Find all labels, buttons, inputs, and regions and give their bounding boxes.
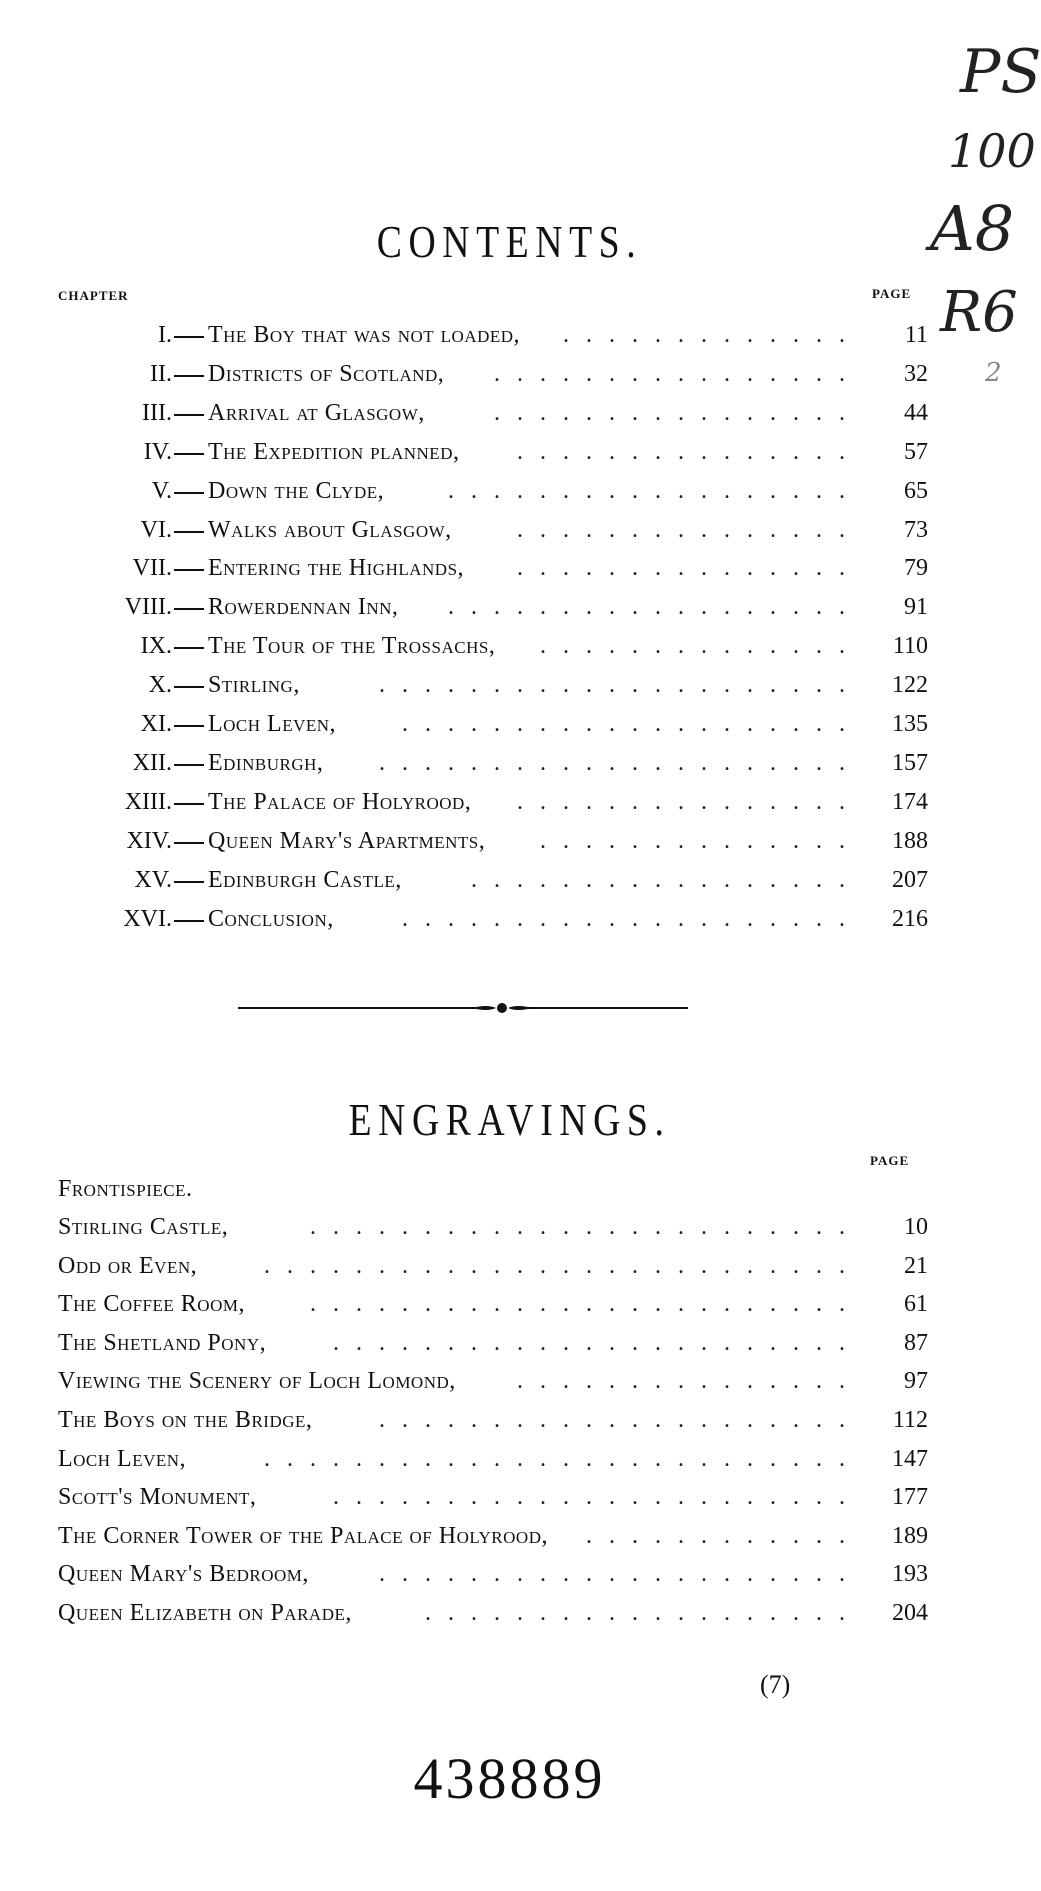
chapter-dash-rule [174,608,204,610]
chapter-title: Entering the Highlands, [208,555,465,582]
chapter-page-number: 57 [904,438,928,465]
engraving-row [0,1285,1019,1323]
engraving-page-number: 87 [904,1329,928,1356]
chapter-dash-rule [174,531,204,533]
divider-ornament [472,998,532,1018]
chapter-dash-rule [174,764,204,766]
contents-row [0,355,1019,393]
leader-dots: ............... [517,438,862,465]
chapter-number: III. [142,399,172,426]
leader-dots: .............. [540,827,862,854]
chapter-title: Down the Clyde, [208,477,385,504]
chapter-page-number: 135 [892,711,928,737]
chapter-dash-rule [174,881,204,883]
contents-heading: CONTENTS. [376,216,643,267]
leader-dots: ............... [517,1368,862,1395]
leader-dots: ........................ [310,1214,862,1240]
chapter-number: VII. [132,555,172,582]
chapter-dash-rule [174,375,204,377]
chapter-page-number: 188 [892,827,928,854]
chapter-dash-rule [174,647,204,649]
frontispiece-entry: Frontispiece. [58,1176,193,1202]
leader-dots: .............. [540,633,862,660]
leader-dots: ............... [517,788,862,815]
leader-dots: ................... [425,1600,862,1626]
engraving-row [0,1440,1019,1478]
chapter-page-number: 207 [892,866,928,893]
engraving-title: Viewing the Scenery of Loch Lomond, [58,1368,456,1395]
leader-dots: ............. [563,322,862,348]
contents-row [0,433,1019,471]
chapter-dash-rule [174,920,204,922]
engraving-row [0,1247,1019,1285]
accession-number: 438889 [413,1746,606,1811]
chapter-number: XI. [140,711,172,737]
chapter-page-number: 157 [892,749,928,776]
chapter-page-number: 11 [904,322,928,348]
engraving-row [0,1208,1019,1246]
chapter-number: V. [151,477,172,504]
chapter-page-number: 91 [904,594,928,621]
chapter-page-number: 110 [892,633,928,660]
chapter-number: I. [158,322,172,348]
chapter-number: XII. [132,749,172,776]
engraving-title: The Boys on the Bridge, [58,1407,313,1433]
leader-dots: ..................... [379,749,862,776]
engraving-page-number: 21 [904,1252,928,1279]
chapter-title: The Palace of Holyrood, [208,788,472,815]
handwriting-line-1: PS [960,37,1041,107]
chapter-page-number: 79 [904,555,928,582]
chapter-number: XIII. [124,788,172,815]
chapter-number: IX. [140,633,172,660]
leader-dots: ............... [517,516,862,543]
leader-dots: .......................... [264,1252,862,1279]
engraving-page-number: 112 [892,1407,928,1433]
engraving-title: Loch Leven, [58,1445,187,1472]
engraving-row [0,1478,1019,1516]
contents-row [0,822,1019,860]
engravings-page-column-label: PAGE [870,1153,910,1168]
chapter-dash-rule [174,336,204,338]
chapter-number: VI. [140,516,172,543]
engraving-page-number: 61 [904,1291,928,1318]
leader-dots: ................ [494,360,862,387]
leader-dots: .................. [448,594,862,621]
divider-rule-right [526,1007,688,1009]
handwriting-line-3: A8 [930,192,1015,265]
leader-dots: ..................... [379,672,862,699]
contents-row [0,511,1019,549]
chapter-dash-rule [174,414,204,416]
engraving-row [0,1517,1019,1555]
leader-dots: ........................ [310,1291,862,1318]
engraving-row [0,1594,1019,1632]
contents-row [0,783,1019,821]
contents-row [0,394,1019,432]
leader-dots: ..................... [379,1561,862,1588]
chapter-dash-rule [174,725,204,727]
chapter-dash-rule [174,453,204,455]
chapter-dash-rule [174,492,204,494]
leader-dots: ................ [494,399,862,426]
engraving-page-number: 177 [892,1484,928,1511]
engraving-title: The Coffee Room, [58,1291,245,1318]
leader-dots: ............ [586,1522,862,1549]
contents-row [0,549,1019,587]
contents-row [0,705,1019,743]
chapter-title: Queen Mary's Apartments, [208,827,486,854]
engraving-title: Stirling Castle, [58,1214,229,1240]
chapter-title: Loch Leven, [208,711,337,737]
chapter-number: II. [150,360,172,387]
leader-dots: ................. [471,866,862,893]
chapter-dash-rule [174,803,204,805]
divider-rule-left [238,1007,478,1009]
page-folio: (7) [760,1670,791,1699]
engraving-page-number: 204 [892,1600,928,1626]
chapter-title: The Boy that was not loaded, [208,322,521,348]
chapter-title: Conclusion, [208,905,334,932]
chapter-title: The Expedition planned, [208,438,460,465]
contents-row [0,744,1019,782]
contents-row [0,316,1019,354]
chapter-dash-rule [174,569,204,571]
engraving-row [0,1401,1019,1439]
engraving-row [0,1324,1019,1362]
engraving-page-number: 189 [892,1522,928,1549]
chapter-title: Edinburgh, [208,749,324,776]
engraving-title: Queen Mary's Bedroom, [58,1561,309,1588]
engraving-row [0,1362,1019,1400]
contents-row [0,861,1019,899]
chapter-column-label: CHAPTER [58,288,129,303]
leader-dots: ............... [517,555,862,582]
contents-row [0,627,1019,665]
contents-row [0,900,1019,938]
leader-dots: ....................... [333,1329,862,1356]
handwriting-line-5: 2 [985,358,1002,388]
engravings-heading: ENGRAVINGS. [348,1094,671,1145]
leader-dots: .................... [402,905,862,932]
chapter-page-number: 65 [904,477,928,504]
engraving-title: Queen Elizabeth on Parade, [58,1600,352,1626]
contents-row [0,588,1019,626]
chapter-number: XV. [134,866,172,893]
engraving-row [0,1555,1019,1593]
handwriting-line-2: 100 [948,124,1036,178]
chapter-page-number: 174 [892,788,928,815]
engraving-page-number: 97 [904,1368,928,1395]
chapter-number: VIII. [124,594,172,621]
chapter-page-number: 122 [892,672,928,699]
handwriting-line-4: R6 [940,280,1018,345]
leader-dots: .......................... [264,1445,862,1472]
chapter-dash-rule [174,686,204,688]
chapter-title: Walks about Glasgow, [208,516,452,543]
chapter-page-number: 32 [904,360,928,387]
engraving-page-number: 193 [892,1561,928,1588]
chapter-page-number: 216 [892,905,928,932]
engraving-title: The Corner Tower of the Palace of Holyrood, [58,1522,548,1549]
chapter-title: Edinburgh Castle, [208,866,402,893]
chapter-title: Districts of Scotland, [208,360,445,387]
leader-dots: ..................... [379,1407,862,1433]
chapter-number: X. [148,672,172,699]
chapter-title: Rowerdennan Inn, [208,594,399,621]
contents-page-column-label: PAGE [872,286,912,301]
chapter-title: The Tour of the Trossachs, [208,633,496,660]
chapter-number: XIV. [126,827,172,854]
leader-dots: .................. [448,477,862,504]
engraving-title: Scott's Monument, [58,1484,257,1511]
engraving-title: The Shetland Pony, [58,1329,267,1356]
contents-row [0,666,1019,704]
chapter-title: Arrival at Glasgow, [208,399,425,426]
chapter-page-number: 73 [904,516,928,543]
contents-row [0,472,1019,510]
chapter-title: Stirling, [208,672,300,699]
leader-dots: ....................... [333,1484,862,1511]
engraving-page-number: 10 [904,1214,928,1240]
chapter-dash-rule [174,842,204,844]
chapter-page-number: 44 [904,399,928,426]
leader-dots: .................... [402,711,862,737]
chapter-number: XVI. [123,905,172,932]
engraving-title: Odd or Even, [58,1252,198,1279]
engraving-page-number: 147 [892,1445,928,1472]
chapter-number: IV. [143,438,172,465]
